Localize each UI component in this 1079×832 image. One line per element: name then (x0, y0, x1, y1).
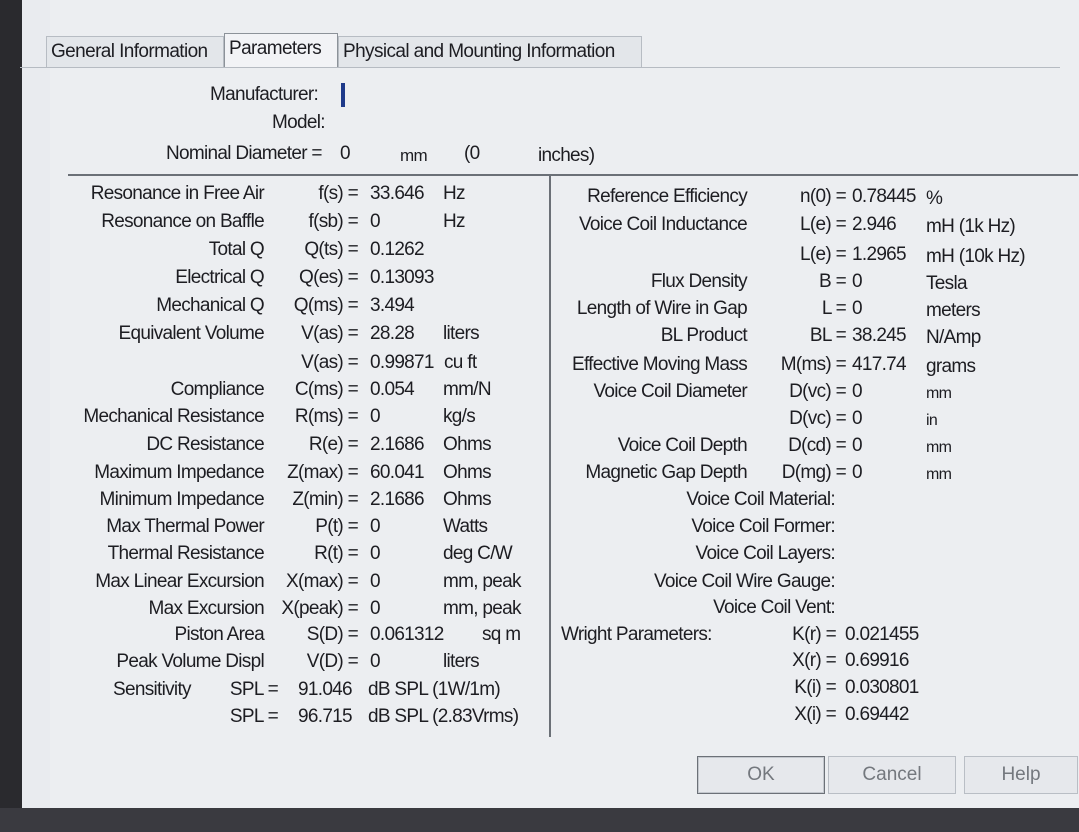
max-impedance-label: Maximum Impedance (94, 462, 264, 483)
gap-depth-label: Magnetic Gap Depth (585, 462, 747, 483)
sensitivity-283-symbol: SPL = (229, 706, 278, 727)
ki-symbol: K(i) = (794, 677, 836, 698)
compliance-value: 0.054 (370, 379, 415, 400)
kr-symbol: K(r) = (792, 624, 836, 645)
peak-volume-displ-unit: liters (443, 651, 479, 672)
moving-mass-label: Effective Moving Mass (571, 354, 747, 375)
ref-efficiency-unit: % (926, 188, 943, 209)
mech-resistance-value: 0 (370, 406, 380, 427)
sensitivity-1w-label: Sensitivity (113, 679, 191, 700)
vc-diameter-mm-value: 0 (852, 381, 862, 402)
sensitivity-1w-unit: dB SPL (1W/1m) (368, 679, 501, 700)
gap-depth-unit: mm (926, 466, 952, 483)
vc-vent-label: Voice Coil Vent: (713, 597, 835, 618)
vc-diameter-in-value: 0 (852, 408, 862, 429)
flux-density-label: Flux Density (650, 271, 747, 292)
min-impedance-symbol: Z(min) = (292, 489, 358, 510)
compliance-symbol: C(ms) = (294, 379, 358, 400)
resonance-free-air-label: Resonance in Free Air (90, 183, 264, 204)
bl-product-label: BL Product (660, 325, 747, 346)
max-linear-excursion-unit: mm, peak (443, 571, 521, 592)
equiv-volume-cuft-symbol: V(as) = (301, 352, 358, 373)
resonance-free-air-value: 33.646 (370, 183, 424, 204)
mech-resistance-unit: kg/s (443, 406, 476, 427)
electrical-q-symbol: Q(es) = (299, 267, 358, 288)
ok-button[interactable]: OK (697, 756, 825, 794)
vc-inductance-10k-symbol: L(e) = (800, 244, 846, 265)
xr-value: 0.69916 (845, 650, 909, 671)
xi-symbol: X(i) = (794, 704, 836, 725)
max-excursion-unit: mm, peak (443, 598, 521, 619)
equiv-volume-cuft-value: 0.99871 (370, 352, 434, 373)
wire-length-value: 0 (852, 298, 862, 319)
kr-value: 0.021455 (845, 624, 919, 645)
compliance-unit: mm/N (443, 379, 491, 400)
mechanical-q-value: 3.494 (370, 295, 415, 316)
equiv-volume-label: Equivalent Volume (118, 323, 264, 344)
min-impedance-unit: Ohms (443, 489, 491, 510)
peak-volume-displ-symbol: V(D) = (306, 651, 358, 672)
bl-product-value: 38.245 (852, 325, 906, 346)
wire-length-unit: meters (926, 300, 980, 321)
monitor-bezel (0, 808, 1079, 832)
max-linear-excursion-symbol: X(max) = (286, 571, 358, 592)
max-impedance-unit: Ohms (443, 462, 491, 483)
vc-inductance-10k-value: 1.2965 (852, 244, 906, 265)
resonance-baffle-unit: Hz (443, 211, 465, 232)
sensitivity-283-unit: dB SPL (2.83Vrms) (368, 706, 519, 727)
sensitivity-283-value: 96.715 (298, 706, 352, 727)
vc-diameter-mm-unit: mm (926, 385, 952, 402)
vc-former-label: Voice Coil Former: (691, 516, 835, 537)
vc-layers-label: Voice Coil Layers: (695, 543, 835, 564)
equiv-volume-value: 28.28 (370, 323, 415, 344)
tab-physical-mounting[interactable] (338, 36, 642, 67)
piston-area-unit: sq m (482, 624, 521, 645)
equiv-volume-unit: liters (443, 323, 479, 344)
model-label: Model: (272, 112, 325, 133)
equiv-volume-symbol: V(as) = (301, 323, 358, 344)
gap-depth-value: 0 (852, 462, 862, 483)
thermal-resistance-symbol: R(t) = (314, 543, 358, 564)
flux-density-value: 0 (852, 271, 862, 292)
vc-inductance-1k-symbol: L(e) = (800, 214, 846, 235)
moving-mass-value: 417.74 (852, 354, 906, 375)
vc-diameter-in-symbol: D(vc) = (789, 408, 846, 429)
thermal-resistance-label: Thermal Resistance (107, 543, 264, 564)
tab-label: General Information (51, 41, 208, 62)
vc-inductance-1k-label: Voice Coil Inductance (578, 214, 747, 235)
sensitivity-1w-value: 91.046 (298, 679, 352, 700)
inches-unit: inches) (538, 145, 595, 166)
bl-product-symbol: BL = (809, 325, 846, 346)
max-impedance-value: 60.041 (370, 462, 424, 483)
min-impedance-value: 2.1686 (370, 489, 424, 510)
total-q-symbol: Q(ts) = (304, 239, 358, 260)
electrical-q-label: Electrical Q (175, 267, 264, 288)
tab-label: Parameters (229, 38, 322, 59)
electrical-q-value: 0.13093 (370, 267, 434, 288)
flux-density-symbol: B = (819, 271, 846, 292)
cancel-button[interactable]: Cancel (828, 756, 956, 794)
ref-efficiency-symbol: n(0) = (800, 186, 846, 207)
vc-depth-label: Voice Coil Depth (617, 435, 747, 456)
column-divider (549, 174, 551, 737)
max-excursion-symbol: X(peak) = (281, 598, 358, 619)
wire-length-label: Length of Wire in Gap (576, 298, 747, 319)
bl-product-unit: N/Amp (926, 327, 981, 348)
thermal-resistance-unit: deg C/W (443, 543, 513, 564)
vc-depth-unit: mm (926, 439, 952, 456)
vc-depth-symbol: D(cd) = (788, 435, 846, 456)
mechanical-q-label: Mechanical Q (156, 295, 264, 316)
vc-inductance-10k-unit: mH (10k Hz) (926, 246, 1025, 267)
max-excursion-value: 0 (370, 598, 380, 619)
piston-area-symbol: S(D) = (306, 624, 358, 645)
max-excursion-label: Max Excursion (148, 598, 264, 619)
mech-resistance-label: Mechanical Resistance (83, 406, 264, 427)
tab-parameters[interactable] (224, 33, 338, 67)
resonance-baffle-label: Resonance on Baffle (101, 211, 264, 232)
nominal-diameter-value: 0 (340, 143, 350, 164)
manufacturer-label: Manufacturer: (210, 84, 319, 105)
equiv-volume-cuft-unit: cu ft (444, 352, 477, 373)
ki-value: 0.030801 (845, 677, 919, 698)
compliance-label: Compliance (170, 379, 264, 400)
mm-unit: mm (400, 146, 427, 165)
vc-inductance-1k-unit: mH (1k Hz) (926, 216, 1016, 237)
sensitivity-1w-symbol: SPL = (229, 679, 278, 700)
max-linear-excursion-value: 0 (370, 571, 380, 592)
tab-divider (20, 67, 1060, 68)
help-button[interactable]: Help (964, 756, 1078, 794)
tab-label: Physical and Mounting Information (343, 41, 615, 62)
vc-inductance-1k-value: 2.946 (852, 214, 897, 235)
mechanical-q-symbol: Q(ms) = (293, 295, 358, 316)
max-thermal-power-unit: Watts (443, 516, 488, 537)
piston-area-value: 0.061312 (370, 624, 444, 645)
vc-depth-value: 0 (852, 435, 862, 456)
resonance-free-air-symbol: f(s) = (318, 183, 358, 204)
vc-material-label: Voice Coil Material: (686, 489, 835, 510)
dc-resistance-label: DC Resistance (146, 434, 264, 455)
resonance-free-air-unit: Hz (443, 183, 465, 204)
peak-volume-displ-label: Peak Volume Displ (116, 651, 264, 672)
xr-symbol: X(r) = (792, 650, 836, 671)
min-impedance-label: Minimum Impedance (99, 489, 264, 510)
wire-length-symbol: L = (821, 298, 846, 319)
flux-density-unit: Tesla (926, 273, 967, 294)
total-q-label: Total Q (208, 239, 264, 260)
vc-diameter-mm-label: Voice Coil Diameter (593, 381, 747, 402)
vc-diameter-in-unit: in (926, 412, 938, 429)
tab-general-information[interactable] (46, 36, 224, 67)
max-linear-excursion-label: Max Linear Excursion (95, 571, 264, 592)
moving-mass-symbol: M(ms) = (780, 354, 846, 375)
resonance-baffle-symbol: f(sb) = (308, 211, 358, 232)
section-divider (68, 174, 1078, 176)
thermal-resistance-value: 0 (370, 543, 380, 564)
max-thermal-power-value: 0 (370, 516, 380, 537)
wright-parameters-label: Wright Parameters: (561, 624, 712, 645)
peak-volume-displ-value: 0 (370, 651, 380, 672)
ref-efficiency-label: Reference Efficiency (587, 186, 747, 207)
xi-value: 0.69442 (845, 704, 909, 725)
total-q-value: 0.1262 (370, 239, 424, 260)
piston-area-label: Piston Area (174, 624, 264, 645)
ref-efficiency-value: 0.78445 (852, 186, 916, 207)
dc-resistance-symbol: R(e) = (308, 434, 358, 455)
driver-parameters-dialog (50, 0, 1079, 808)
mech-resistance-symbol: R(ms) = (294, 406, 358, 427)
manufacturer-input[interactable] (341, 83, 345, 107)
max-thermal-power-symbol: P(t) = (315, 516, 358, 537)
vc-diameter-mm-symbol: D(vc) = (789, 381, 846, 402)
moving-mass-unit: grams (926, 356, 976, 377)
max-impedance-symbol: Z(max) = (287, 462, 358, 483)
gap-depth-symbol: D(mg) = (781, 462, 846, 483)
resonance-baffle-value: 0 (370, 211, 380, 232)
max-thermal-power-label: Max Thermal Power (106, 516, 264, 537)
vc-wire-gauge-label: Voice Coil Wire Gauge: (653, 571, 835, 592)
dc-resistance-unit: Ohms (443, 434, 491, 455)
dc-resistance-value: 2.1686 (370, 434, 424, 455)
nominal-diameter-label: Nominal Diameter = (166, 143, 322, 164)
inch-value: (0 (464, 143, 480, 164)
